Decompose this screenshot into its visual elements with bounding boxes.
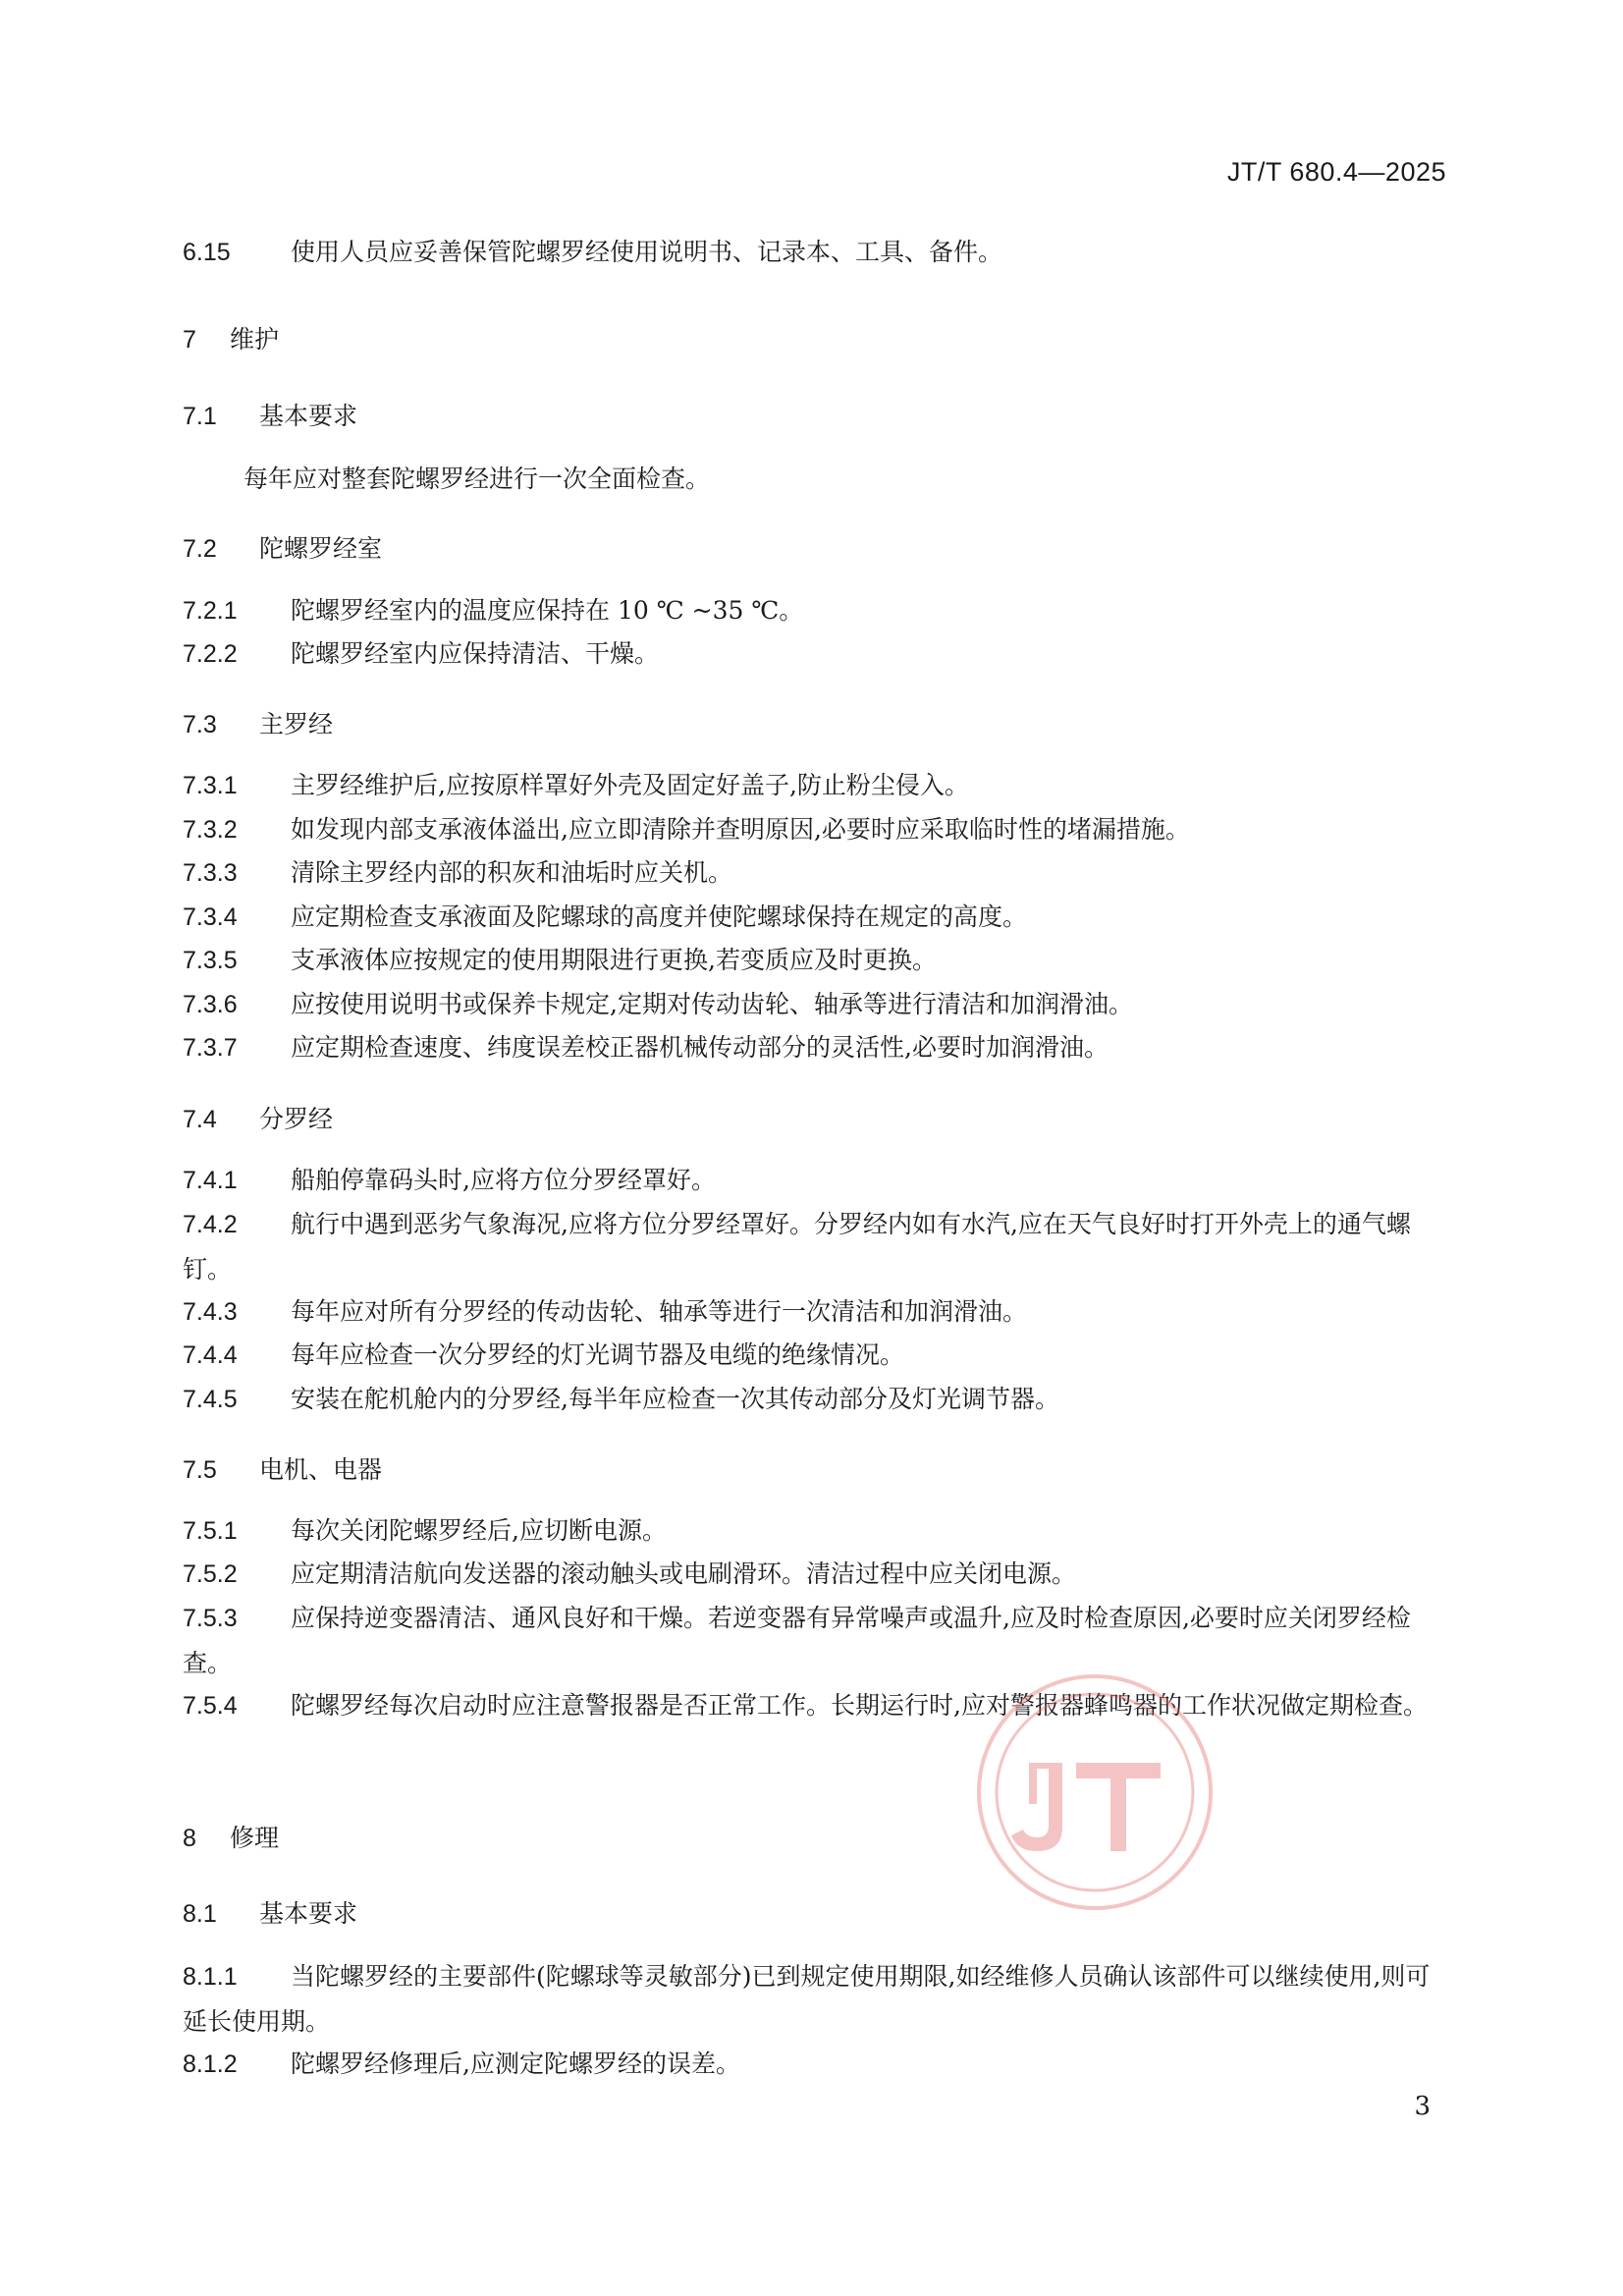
clause-7-4-1 [183,1158,1449,1203]
clause-number: 7.3.5 [183,947,238,974]
clause-number: 7.3.2 [183,816,238,844]
section-heading-7-5 [183,1450,382,1486]
clause-text: 安装在舵机舱内的分罗经,每半年应检查一次其传动部分及灯光调节器。 [291,1385,1059,1413]
clause-number: 7.2.2 [183,640,238,668]
clause-number: 7.4.3 [183,1298,238,1326]
section-title: 陀螺罗经室 [259,534,383,563]
clause-text: 每年应检查一次分罗经的灯光调节器及电缆的绝缘情况。 [291,1340,905,1369]
clause-7-3-7 [183,1025,1449,1070]
clause-text: 应定期清洁航向发送器的滚动触头或电刷滑环。清洁过程中应关闭电源。 [291,1559,1077,1588]
section-number: 7.2 [183,535,217,563]
section-title: 电机、电器 [259,1455,383,1484]
section-number: 8 [183,1825,196,1852]
section-heading-7 [183,320,279,355]
clause-7-4-2 [183,1202,1449,1291]
clause-number: 7.5.3 [183,1605,238,1632]
clause-7-4-5 [183,1377,1449,1422]
jt-seal-watermark [972,1669,1217,1915]
clause-text: 清除主罗经内部的积灰和油垢时应关机。 [291,858,733,887]
clause-number: 7.4.5 [183,1386,238,1413]
clause-number: 7.5.1 [183,1517,238,1545]
clause-number: 7.5.2 [183,1560,238,1588]
clause-number: 7.4.1 [183,1167,238,1194]
clause-number: 6.15 [183,239,231,266]
section-heading-7-2 [183,529,382,565]
clause-7-3-2 [183,807,1449,852]
paragraph-7-1: 每年应对整套陀螺罗经进行一次全面检查。 [243,465,711,493]
clause-number: 7.3.7 [183,1034,238,1062]
clause-number: 7.3.4 [183,903,238,931]
clause-7-5-2 [183,1552,1449,1597]
clause-7-3-4 [183,895,1449,940]
clause-number: 7.3.1 [183,772,238,799]
clause-text: 陀螺罗经每次启动时应注意警报器是否正常工作。长期运行时,应对警报器蜂鸣器的工作状况做定期检查。 [291,1691,1428,1720]
clause-text: 陀螺罗经室内应保持清洁、干燥。 [291,639,660,668]
clause-text: 当陀螺罗经的主要部件(陀螺球等灵敏部分)已到规定使用期限,如经维修人员确认该部件可以继续使用,则可延长使用期。 [183,1962,1431,2036]
clause-text: 船舶停靠码头时,应将方位分罗经罩好。 [291,1166,716,1194]
clause-7-5-3 [183,1596,1449,1685]
clause-number: 8.1.2 [183,2050,238,2078]
clause-text: 每年应对所有分罗经的传动齿轮、轴承等进行一次清洁和加润滑油。 [291,1297,1028,1326]
clause-number: 7.4.2 [183,1211,238,1238]
clause-8-1-1 [183,1954,1449,2044]
clause-7-5-4 [183,1683,1449,1728]
clause-number: 7.5.4 [183,1692,238,1720]
clause-text: 使用人员应妥善保管陀螺罗经使用说明书、记录本、工具、备件。 [291,238,1003,266]
clause-number: 7.3.3 [183,859,238,887]
section-title: 主罗经 [259,710,334,738]
clause-text: 应定期检查支承液面及陀螺球的高度并使陀螺球保持在规定的高度。 [291,902,1028,931]
clause-text: 每次关闭陀螺罗经后,应切断电源。 [291,1516,667,1545]
section-heading-7-1 [183,397,357,432]
clause-text: 如发现内部支承液体溢出,应立即清除并查明原因,必要时应采取临时性的堵漏措施。 [291,815,1190,844]
clause-8-1-2 [183,2042,1449,2087]
section-heading-8-1 [183,1894,357,1930]
clause-7-5-1 [183,1508,1449,1554]
clause-7-4-3 [183,1289,1449,1335]
clause-text: 主罗经维护后,应按原样罩好外壳及固定好盖子,防止粉尘侵入。 [291,771,969,799]
section-number: 7 [183,326,196,354]
clause-7-3-1 [183,763,1449,808]
page-number: 3 [1414,2092,1431,2121]
clause-number: 7.2.1 [183,597,238,625]
clause-7-4-4 [183,1333,1449,1378]
section-title: 修理 [230,1824,280,1852]
clause-text: 应定期检查速度、纬度误差校正器机械传动部分的灵活性,必要时加润滑油。 [291,1033,1109,1062]
section-heading-7-4 [183,1100,333,1135]
clause-text: 航行中遇到恶劣气象海况,应将方位分罗经罩好。分罗经内如有水汽,应在天气良好时打开外壳上的通气螺钉。 [183,1210,1411,1284]
section-number: 8.1 [183,1900,217,1928]
clause-number: 7.4.4 [183,1341,238,1369]
section-number: 7.4 [183,1106,217,1133]
clause-text: 陀螺罗经修理后,应测定陀螺罗经的误差。 [291,2050,740,2078]
clause-7-3-6 [183,982,1449,1027]
section-number: 7.1 [183,403,217,430]
clause-7-2-2 [183,631,1449,677]
clause-7-3-5 [183,938,1449,983]
section-heading-7-3 [183,705,333,740]
clause-text: 陀螺罗经室内的温度应保持在 10 ℃ ~35 ℃。 [291,596,804,625]
section-title: 分罗经 [259,1105,334,1133]
clause-7-3-3 [183,850,1449,896]
document-id: JT/T 680.4—2025 [1226,157,1446,187]
section-heading-8 [183,1819,279,1854]
section-title: 基本要求 [259,402,358,430]
clause-number: 7.3.6 [183,991,238,1018]
section-number: 7.3 [183,711,217,738]
clause-text: 支承液体应按规定的使用期限进行更换,若变质应及时更换。 [291,946,937,974]
section-title: 基本要求 [259,1899,358,1928]
clause-number: 8.1.1 [183,1963,238,1991]
clause-text: 应保持逆变器清洁、通风良好和干燥。若逆变器有异常噪声或温升,应及时检查原因,必要时应关闭罗经检查。 [183,1604,1411,1677]
clause-6-15 [183,230,1449,275]
clause-text: 应按使用说明书或保养卡规定,定期对传动齿轮、轴承等进行清洁和加润滑油。 [291,990,1133,1018]
section-title: 维护 [230,325,280,354]
clause-7-2-1 [183,588,1449,633]
section-number: 7.5 [183,1456,217,1484]
